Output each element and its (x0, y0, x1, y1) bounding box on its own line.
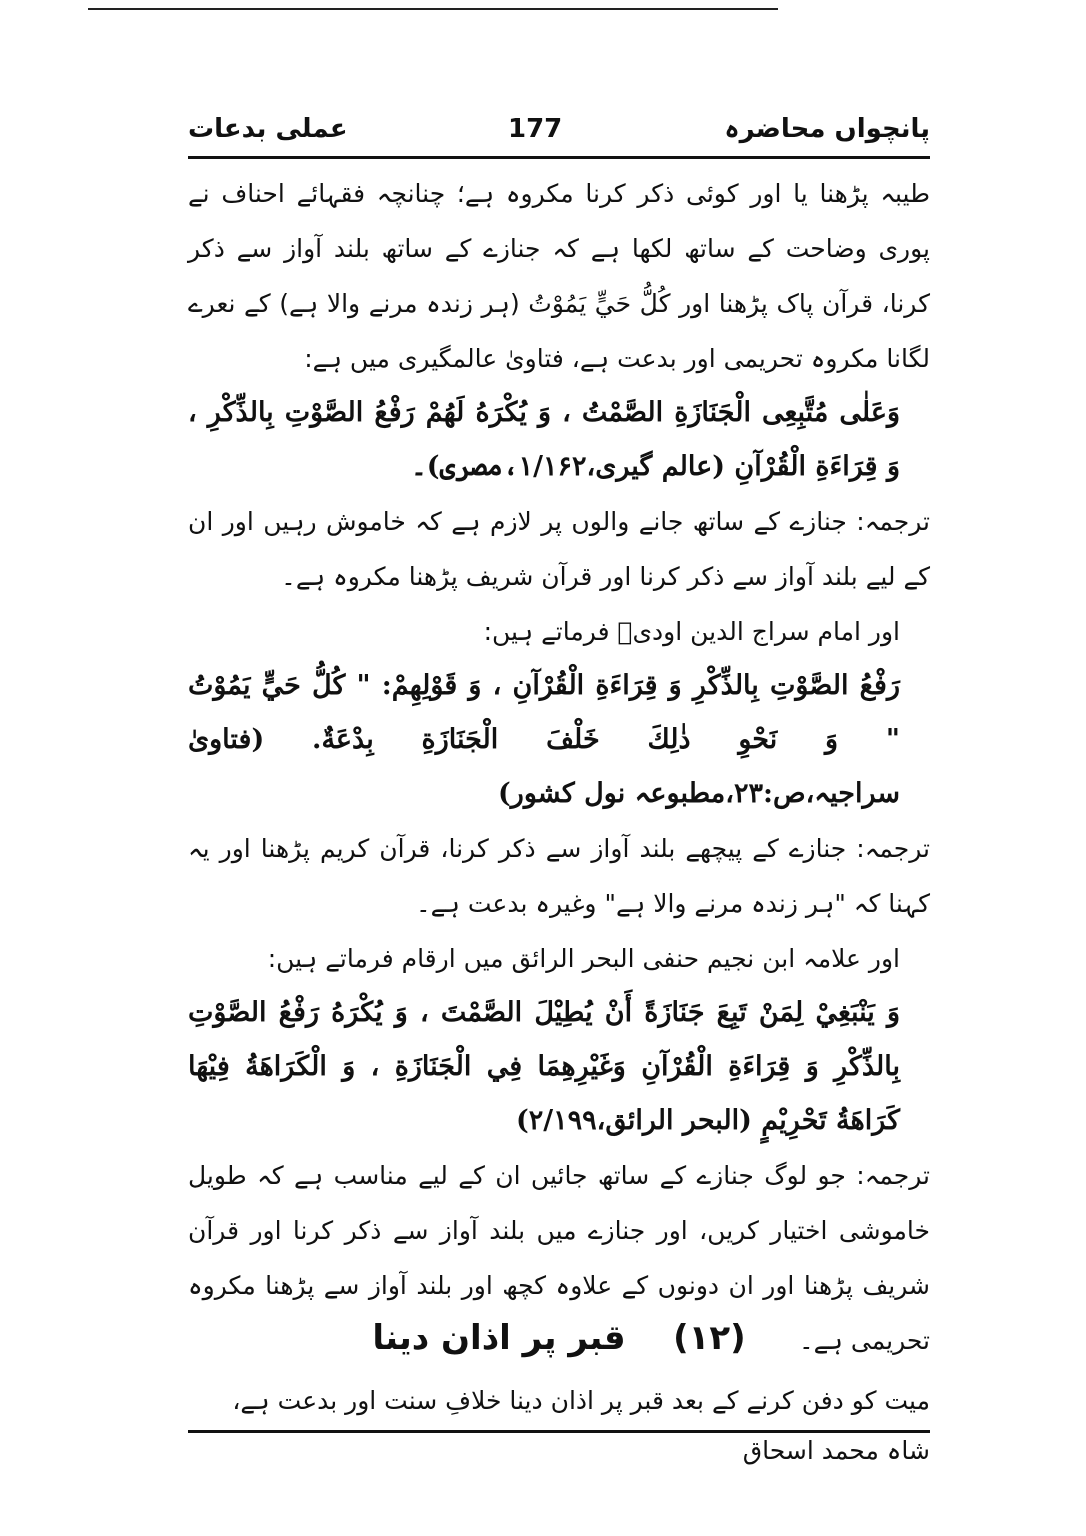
attribution-siraj: اور امام سراج الدین اودیؒ فرماتے ہیں: (483, 617, 900, 646)
header-rule (188, 156, 930, 159)
page-header (188, 110, 930, 156)
translation-3: ترجمہ: جو لوگ جنازے کے ساتھ جائیں ان کے لیے مناسب ہے کہ طویل خاموشی اختیار کریں، اور جنازے میں بلند آواز سے ذکر کرنا اور قرآن شریف پڑھنا اور ان دونوں کے علاوہ کچھ اور بلند آواز سے پڑھنا مکروہ تحریمی ہے۔ (188, 1161, 930, 1355)
translation-1: ترجمہ: جنازے کے ساتھ جانے والوں پر لازم ہے کہ خاموش رہیں اور ان کے لیے بلند آواز سے ذکر کرنا اور قرآن شریف پڑھنا مکروہ ہے۔ (188, 507, 930, 591)
scan-edge-line (88, 8, 778, 10)
book-page (188, 100, 930, 1520)
section-title: قبر پر اذان دینا (372, 1318, 626, 1358)
section-number: (۱۲) (673, 1318, 746, 1358)
section-running-title: عملی بدعات (188, 114, 348, 144)
section-heading (188, 1318, 930, 1358)
chapter-title: پانچواں محاضرہ (724, 114, 930, 144)
arabic-quote-bahr: وَ یَنْبَغِيْ لِمَنْ تَبِعَ جَنَازَةً أَنْ یُطِیْلَ الصَّمْتَ ، وَ یُکْرَهُ رَفْعُ الصَّوْتِ بِالذِّکْرِ وَ قِرَاءَةِ الْقُرْآنِ وَغَیْرِهِمَا فِي الْجَنَازَةِ ، وَ الْکَرَاهَةُ فِیْهَا کَرَاهَةُ تَحْرِیْمٍ (البحر الرائق،۲/۱۹۹) (188, 997, 900, 1136)
arabic-quote-sirajiya: رَفْعُ الصَّوْتِ بِالذِّکْرِ وَ قِرَاءَةِ الْقُرْآنِ ، وَ قَوْلِهِمْ: " کُلُّ حَيٍّ یَمُوْتُ " وَ نَحْوِ ذٰلِكَ خَلْفَ الْجَنَازَةِ بِدْعَةٌ. (فتاویٰ سراجیہ،ص:۲۳،مطبوعہ نول کشور) (188, 670, 900, 809)
footer-rule (188, 1430, 930, 1433)
paragraph-intro: طیبہ پڑھنا یا اور کوئی ذکر کرنا مکروہ ہے؛ چنانچہ فقہائے احناف نے پوری وضاحت کے ساتھ لکھا ہے کہ جنازے کے ساتھ بلند آواز سے ذکر کرنا، قرآن پاک پڑھنا اور کُلُّ حَيٍّ یَمُوْتُ (ہر زندہ مرنے والا ہے) کے نعرے لگانا مکروہ تحریمی اور بدعت ہے، فتاویٰ عالمگیری میں ہے: (188, 179, 930, 373)
body-text (188, 166, 930, 1368)
page-number: 177 (508, 114, 563, 144)
closing-line: میت کو دفن کرنے کے بعد قبر پر اذان دینا خلافِ سنت اور بدعت ہے، شاہ محمد اسحاق (232, 1386, 930, 1465)
translation-2: ترجمہ: جنازے کے پیچھے بلند آواز سے ذکر کرنا، قرآن کریم پڑھنا اور یہ کہنا کہ "ہر زندہ مرنے والا ہے" وغیرہ بدعت ہے۔ (188, 834, 930, 918)
attribution-ibn-nujaym: اور علامہ ابن نجیم حنفی البحر الرائق میں ارقام فرماتے ہیں: (267, 944, 900, 973)
arabic-quote-alamgiri: وَعَلٰی مُتَّبِعِی الْجَنَازَةِ الصَّمْتُ ، وَ یُکْرَهُ لَهُمْ رَفْعُ الصَّوْتِ بِالذِّکْرِ ، وَ قِرَاءَةِ الْقُرْآنِ (عالم گیری،۱/۱۶۲،مصری)۔ (188, 397, 900, 482)
